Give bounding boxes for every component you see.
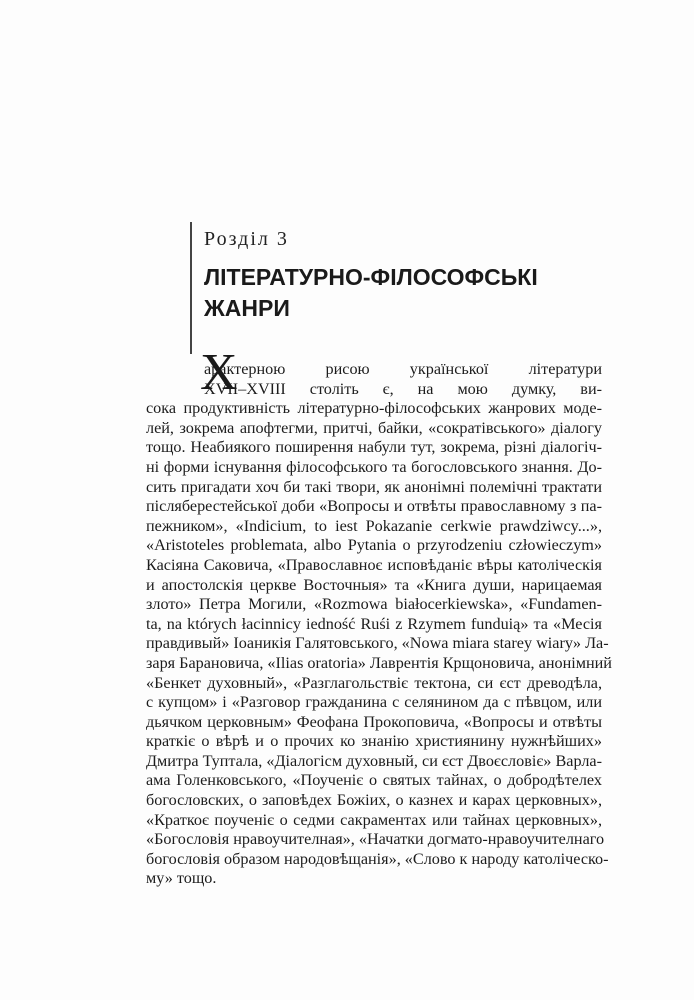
- text-line: «Бенкет духовный», «Разглагольствіє тектона, си єст древодѣла,: [146, 673, 602, 692]
- text-line: «Богословія нравоучителная», «Начатки догмато-нравоучителнаго: [146, 830, 605, 849]
- body-paragraph: [146, 360, 612, 889]
- text-line: Касіяна Саковича, «Православноє исповѣданіє вѣры католіческія: [146, 555, 602, 574]
- chapter-title-line: ЖАНРИ: [204, 295, 290, 321]
- chapter-title-line: ЛІТЕРАТУРНО-ФІЛОСОФСЬКІ: [204, 264, 538, 290]
- text-line: XVII–XVIII століть є, на мою думку, ви-: [204, 379, 602, 398]
- chapter-title: [204, 262, 624, 324]
- text-line: с купцом» і «Разговор гражданина с селянином да с пѣвцом, или: [146, 693, 602, 712]
- text-line: краткіє о вѣрѣ и о прочих ко знанію християнину нужнѣйших»: [146, 732, 602, 751]
- text-line: лей, зокрема апофтегми, притчі, байки, «сократівського» діалогу: [146, 418, 602, 437]
- text-line: пежником», «Indicium, to iest Pokazanie cerkwie prawdziwcy...»,: [146, 516, 602, 535]
- text-line: «Aristoteles problemata, albo Pytania o przyrodzeniu człowieczym»: [146, 536, 602, 555]
- chapter-label: Розділ 3: [204, 228, 289, 250]
- text-line: ні форми існування філософського та богословського знання. До-: [146, 457, 602, 476]
- chapter-rule: [190, 222, 192, 354]
- text-line: богословія образом народовѣщанія», «Слово к народу католіческо-: [146, 849, 609, 868]
- text-line: ta, na których łacinnicy iedność Ruśi z Rzymem funduią» та «Месія: [146, 614, 602, 633]
- text-line: сока продуктивність літературно-філософських жанрових моде-: [146, 399, 602, 418]
- text-line: заря Барановича, «Ilias oratoria» Лаврентія Крщоновича, анонімний: [146, 653, 612, 672]
- text-line: правдивый» Іоаникія Галятовського, «Nowa miara starey wiary» Ла-: [146, 634, 609, 653]
- text-line: сить пригадати хоч би такі твори, як анонімні полемічні трактати: [146, 477, 602, 496]
- text-line: «Краткоє поученіє о седми сакраментах или тайнах церковных»,: [146, 810, 602, 829]
- text-line: тощо. Неабиякого поширення набули тут, зокрема, різні діалогіч-: [146, 438, 602, 457]
- text-line: Дмитра Туптала, «Діалогісм духовный, си єст Двоєсловіє» Варла-: [146, 751, 602, 770]
- text-line: злото» Петра Могили, «Rozmowa białocerkiewska», «Fundamen-: [146, 595, 602, 614]
- text-line: арактерною рисою української літератури: [204, 360, 602, 378]
- text-line: післяберестейської доби «Вопросы и отвѣты православному з па-: [146, 497, 602, 516]
- drop-cap: Х: [200, 344, 238, 401]
- text-line: и апостолскія церкве Восточныя» та «Книга души, нарицаемая: [146, 575, 602, 594]
- text-line: му» тощо.: [146, 869, 217, 888]
- text-line: ама Голенковського, «Поученіє о святых тайнах, о добродѣтелех: [146, 771, 602, 790]
- text-line: богословских, о заповѣдех Божіих, о казнех и карах церковных»,: [146, 791, 602, 810]
- text-line: дьячком церковным» Феофана Прокоповича, «Вопросы и отвѣты: [146, 712, 602, 731]
